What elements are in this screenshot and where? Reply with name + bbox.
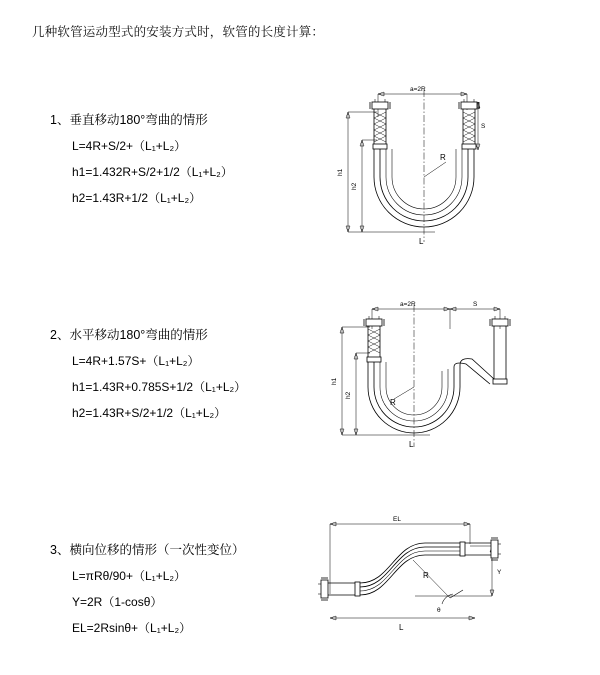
horizontal-180-bend-diagram: [310, 287, 535, 472]
section-1-formula-3: h2=1.43R+1/2（L₁+L₂）: [72, 191, 202, 205]
svg-text:θ: θ: [437, 607, 441, 614]
svg-text:Y: Y: [497, 569, 502, 576]
section-1-title: 1、垂直移动180°弯曲的情形: [50, 113, 208, 127]
section-3-formula-2: Y=2R（1-cosθ）: [72, 595, 163, 609]
svg-text:L: L: [419, 237, 424, 246]
section-3-formula-1: L=πRθ/90+（L₁+L₂）: [72, 569, 187, 583]
section-2-formula-3: h2=1.43R+S/2+1/2（L₁+L₂）: [72, 406, 227, 420]
svg-text:S: S: [473, 301, 478, 308]
section-1-formula-1: L=4R+S/2+（L₁+L₂）: [72, 139, 187, 153]
svg-text:h1: h1: [337, 168, 344, 176]
section-1-text: [50, 110, 310, 215]
svg-text:R: R: [440, 153, 446, 162]
page-title: 几种软管运动型式的安装方式时，软管的长度计算：: [32, 25, 325, 39]
svg-text:EL: EL: [393, 516, 401, 523]
svg-text:L: L: [409, 440, 414, 449]
svg-text:a=2R: a=2R: [410, 86, 426, 93]
svg-text:R: R: [390, 398, 396, 407]
svg-text:S: S: [481, 123, 486, 130]
svg-text:h1: h1: [331, 377, 338, 385]
lateral-offset-diagram: [295, 508, 530, 648]
section-2-formula-2: h1=1.43R+0.785S+1/2（L₁+L₂）: [72, 380, 247, 394]
section-3-title: 3、横向位移的情形（一次性变位）: [50, 543, 245, 557]
svg-text:R: R: [423, 571, 429, 580]
svg-text:a=2R: a=2R: [400, 301, 416, 308]
section-2-title: 2、水平移动180°弯曲的情形: [50, 328, 208, 342]
svg-text:h2: h2: [345, 391, 352, 399]
section-3-text: [50, 540, 310, 645]
vertical-180-bend-diagram: [315, 72, 530, 272]
section-3-formula-3: EL=2Rsinθ+（L₁+L₂）: [72, 621, 192, 635]
section-1-formula-2: h1=1.432R+S/2+1/2（L₁+L₂）: [72, 165, 233, 179]
svg-text:L: L: [399, 623, 404, 632]
section-2-text: [50, 325, 310, 430]
section-2-formula-1: L=4R+1.57S+（L₁+L₂）: [72, 354, 200, 368]
svg-text:h2: h2: [351, 182, 358, 190]
